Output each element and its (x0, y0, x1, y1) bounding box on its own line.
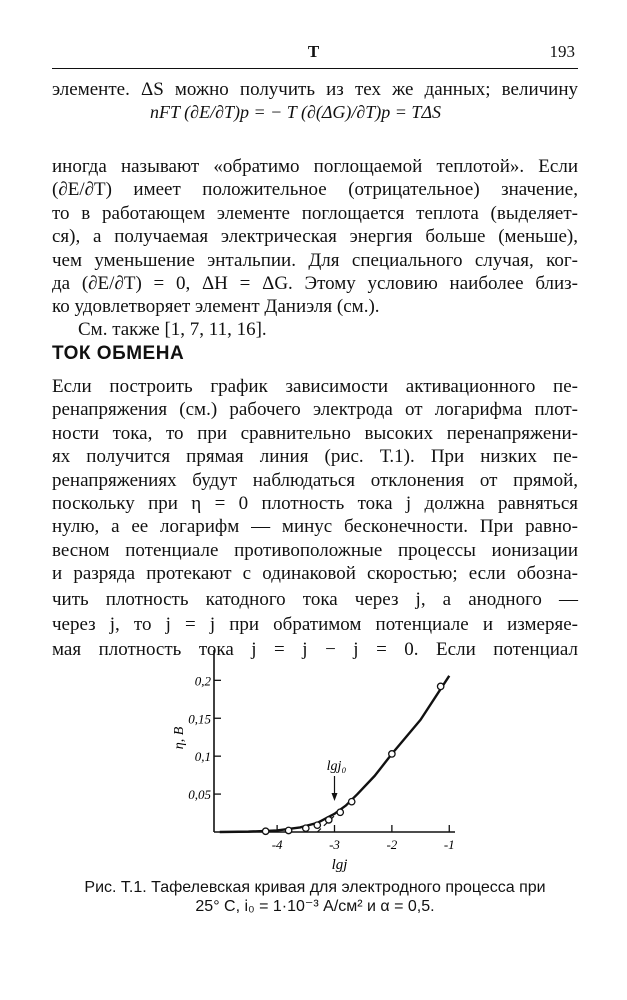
see-also: См. также [1, 7, 11, 16]. (78, 319, 267, 340)
x-tick-label: -3 (329, 837, 340, 852)
thermodynamic-formula: nFT (∂E/∂T)p = − T (∂(ΔG)/∂T)p = TΔS (150, 102, 442, 122)
data-point (262, 828, 268, 834)
tafel-asymptote-line (317, 794, 357, 832)
chart-points (262, 683, 443, 834)
section-heading: ТОК ОБМЕНА (52, 343, 185, 364)
text-line: Если построить график зависимости активационного пе- (52, 376, 578, 397)
tafel-curve-line (220, 676, 450, 832)
text-line: нулю, а ее логарифм — минус бесконечности. При равно- (52, 516, 578, 538)
chart-axes (214, 650, 455, 832)
paragraph-2 (52, 375, 578, 662)
lgj0-annotation: lgj₀ (326, 759, 347, 774)
text-line: ко удовлетворяет элемент Даниэля (см.). (52, 296, 380, 318)
running-header (52, 42, 575, 66)
data-point (326, 817, 332, 823)
chart-lines (220, 676, 450, 832)
text-line: да (∂E/∂T) = 0, ΔH = ΔG. Этому условию наиболее близ- (52, 273, 578, 295)
data-point (285, 827, 291, 833)
paragraph-1 (52, 155, 578, 319)
header-rule (52, 68, 578, 69)
text-line: ности тока, то при сравнительно высоких перенапряжени- (52, 422, 578, 444)
header-letter: Т (307, 42, 320, 61)
y-tick-label: 0,1 (194, 749, 211, 765)
data-point (437, 683, 443, 689)
text-line: мая плотность тока j = j − j = 0. Если потенциал (52, 639, 578, 661)
x-tick-label: -4 (271, 837, 283, 852)
data-point (314, 822, 320, 828)
text-line: чить плотность катодного тока через j, а анодного — (52, 588, 578, 610)
caption-line: 25° C, i₀ = 1·10⁻³ А/см² и α = 0,5. (195, 898, 435, 915)
chart-ticks (188, 673, 454, 852)
y-tick-label: 0,2 (194, 673, 211, 689)
data-point (303, 825, 309, 831)
text-line: через j, то j = j при обратимом потенциале и измеряе- (52, 614, 578, 636)
text-line: (∂E/∂T) имеет положительное (отрицательное) значение, (52, 179, 578, 201)
caption-line: Рис. Т.1. Тафелевская кривая для электродного процесса при (84, 879, 546, 896)
y-tick-label: 0,15 (188, 711, 211, 727)
data-point (389, 751, 395, 757)
figure-caption (40, 878, 590, 916)
text-line: ренапряжениях будут наблюдаться отклонения от прямой, (52, 469, 578, 491)
y-tick-label: 0,05 (188, 787, 211, 803)
text-line: иногда называют «обратимо поглощаемой теплотой». Если (52, 156, 578, 177)
text-line: ях получится прямая линия (рис. Т.1). При низких пе- (52, 446, 578, 468)
text-line: чем уменьшение энтальпии. Для специального случая, ког- (52, 249, 578, 271)
x-tick-label: -2 (386, 837, 398, 852)
data-point (337, 809, 343, 815)
text-line: и разряда протекают с одинаковой скоростью; если обозна- (52, 563, 578, 585)
text-line: поскольку при η = 0 плотность тока j должна равняться (52, 493, 578, 515)
page-number: 193 (549, 42, 575, 61)
data-point (349, 798, 355, 804)
text-line: то в работающем элементе поглощается теплота (выделяет- (52, 202, 578, 224)
y-axis-label: η, В (172, 726, 187, 750)
text-line: весном потенциале противоположные процессы ионизации (52, 539, 578, 561)
chart-labels (172, 726, 347, 873)
text-line: ренапряжения (см.) рабочего электрода от логарифма плот- (52, 399, 578, 421)
x-tick-label: -1 (443, 837, 455, 852)
text-line: ся), а получаемая электрическая энергия больше (меньше), (52, 226, 578, 248)
intro-line: элементе. ΔS можно получить из тех же данных; величину (52, 79, 578, 100)
annotation-arrow-head (332, 793, 338, 801)
x-axis-label: lgj (331, 857, 348, 873)
